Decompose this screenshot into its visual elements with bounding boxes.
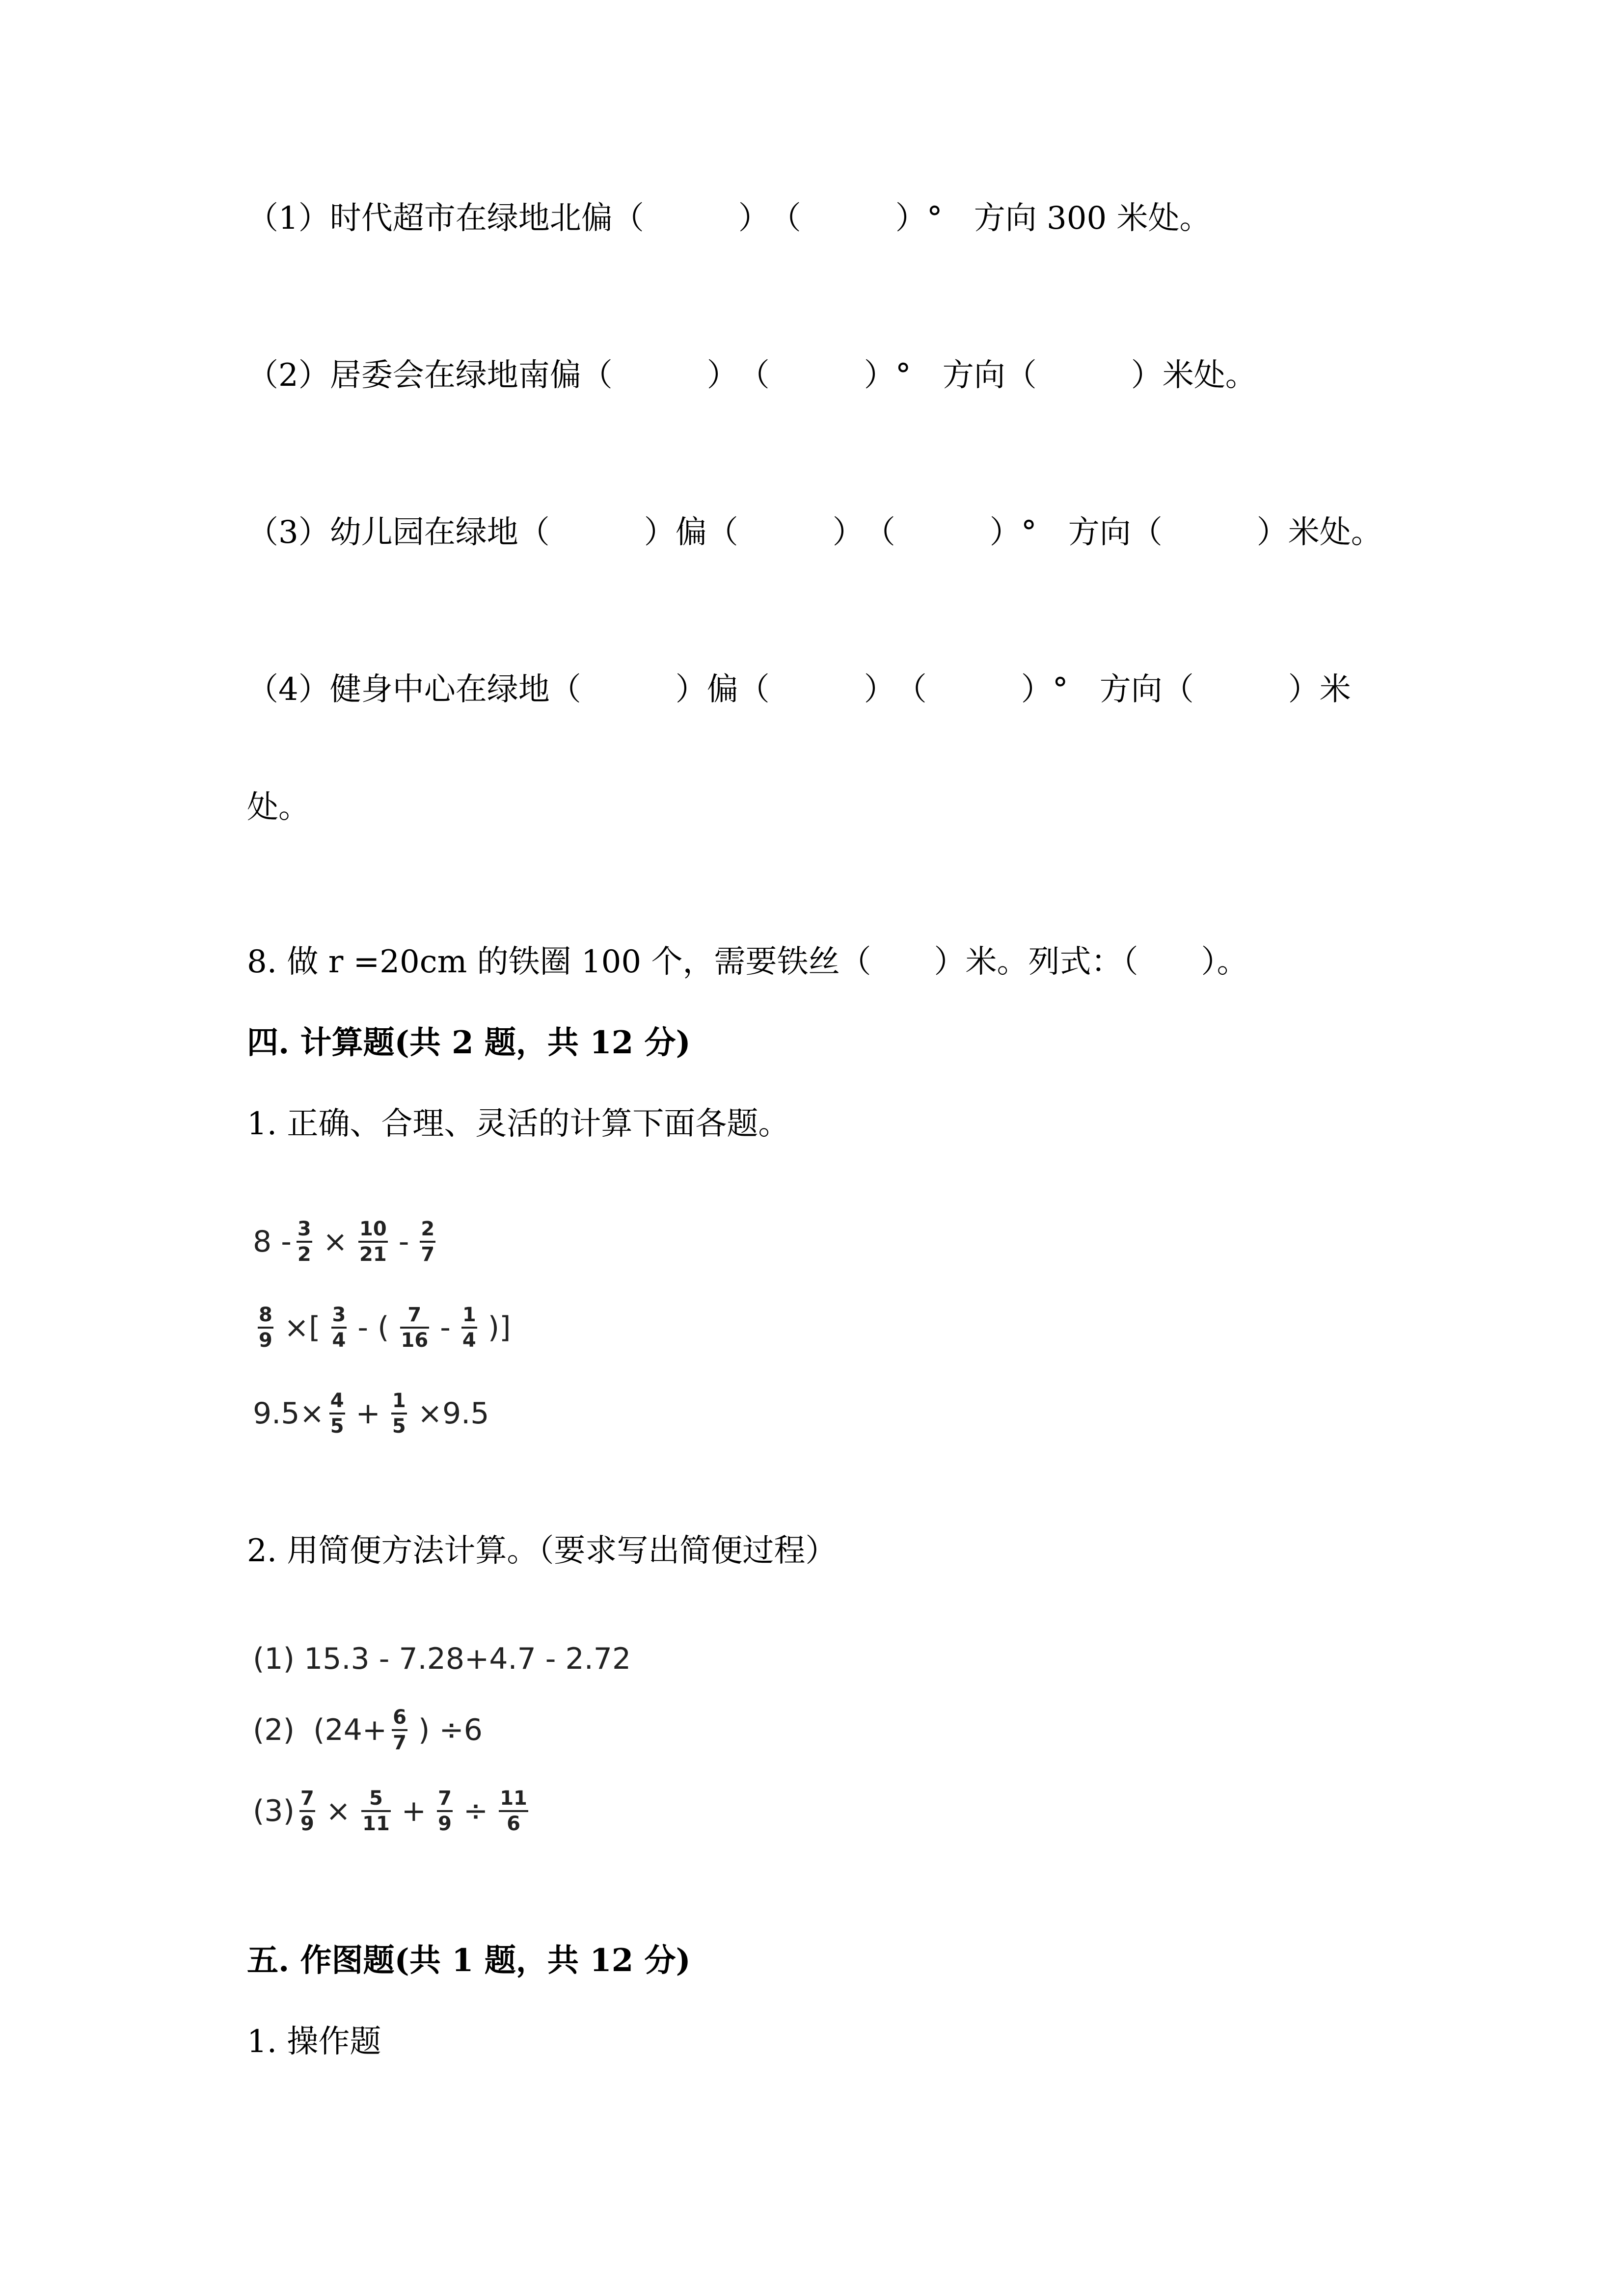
section-4-q2-prompt: 2. 用简便方法计算。（要求写出简便过程） — [247, 1533, 837, 1569]
operator: ) ÷6 — [418, 1713, 483, 1747]
calc-expression-2 — [253, 1303, 517, 1352]
simplify-expression-2 — [253, 1706, 488, 1755]
calc-expression-3 — [253, 1389, 495, 1438]
fraction: $\frac{5}{11}$ — [362, 1787, 390, 1835]
expr-text: (2) (24+ — [253, 1713, 387, 1747]
operator: - — [440, 1310, 451, 1345]
fraction: $\frac{3}{2}$ — [297, 1218, 311, 1266]
expr-text: 9.5× — [253, 1396, 325, 1431]
question-7-3: （3）幼儿园在绿地（ ）偏（ ） （ ）° 方向（ ）米处。 — [247, 514, 1382, 551]
question-7-2: （2）居委会在绿地南偏（ ） （ ）° 方向（ ）米处。 — [247, 357, 1257, 394]
fraction: $\frac{7}{16}$ — [401, 1304, 429, 1352]
operator: ×9.5 — [417, 1396, 489, 1431]
question-7-4: （4）健身中心在绿地（ ）偏（ ） （ ）° 方向（ ）米 — [247, 671, 1351, 708]
fraction: $\frac{2}{7}$ — [421, 1218, 435, 1266]
question-7-4-continued: 处。 — [247, 789, 310, 826]
question-8: 8. 做 r =20cm 的铁圈 100 个，需要铁丝（ ）米。列式：（ ）。 — [247, 944, 1248, 980]
fraction: $\frac{10}{21}$ — [359, 1218, 387, 1266]
fraction: $\frac{4}{5}$ — [330, 1389, 344, 1438]
section-4-q1-prompt: 1. 正确、合理、灵活的计算下面各题。 — [247, 1106, 790, 1142]
operator: + — [401, 1794, 427, 1828]
fraction: $\frac{1}{4}$ — [462, 1304, 476, 1352]
fraction: $\frac{7}{9}$ — [438, 1787, 452, 1835]
simplify-expression-1 — [253, 1642, 631, 1676]
fraction: $\frac{6}{7}$ — [393, 1706, 407, 1754]
operator: ×[ — [284, 1310, 321, 1345]
fraction: $\frac{7}{9}$ — [300, 1787, 314, 1835]
question-7-1: （1）时代超市在绿地北偏（ ） （ ）° 方向 300 米处。 — [247, 200, 1211, 237]
fraction: $\frac{8}{9}$ — [259, 1304, 272, 1352]
section-4-title: 四. 计算题(共 2 题，共 12 分) — [247, 1024, 691, 1061]
fraction: $\frac{11}{6}$ — [500, 1787, 527, 1835]
operator: ÷ — [463, 1794, 488, 1828]
section-5-q1-prompt: 1. 操作题 — [247, 2024, 381, 2060]
operator: × — [323, 1225, 348, 1259]
expr-text: 8 - — [253, 1225, 292, 1259]
expr-text: (1) 15.3 - 7.28+4.7 - 2.72 — [253, 1642, 631, 1676]
calc-expression-1 — [253, 1217, 440, 1266]
operator: )] — [487, 1310, 511, 1345]
section-5-title: 五. 作图题(共 1 题，共 12 分) — [247, 1942, 691, 1979]
operator: - ( — [357, 1310, 389, 1345]
operator: - — [398, 1225, 409, 1259]
operator: × — [325, 1794, 351, 1828]
fraction: $\frac{3}{4}$ — [332, 1304, 346, 1352]
operator: + — [355, 1396, 380, 1431]
simplify-expression-3 — [253, 1787, 533, 1836]
fraction: $\frac{1}{5}$ — [392, 1389, 406, 1438]
expr-text: (3) — [253, 1794, 295, 1828]
